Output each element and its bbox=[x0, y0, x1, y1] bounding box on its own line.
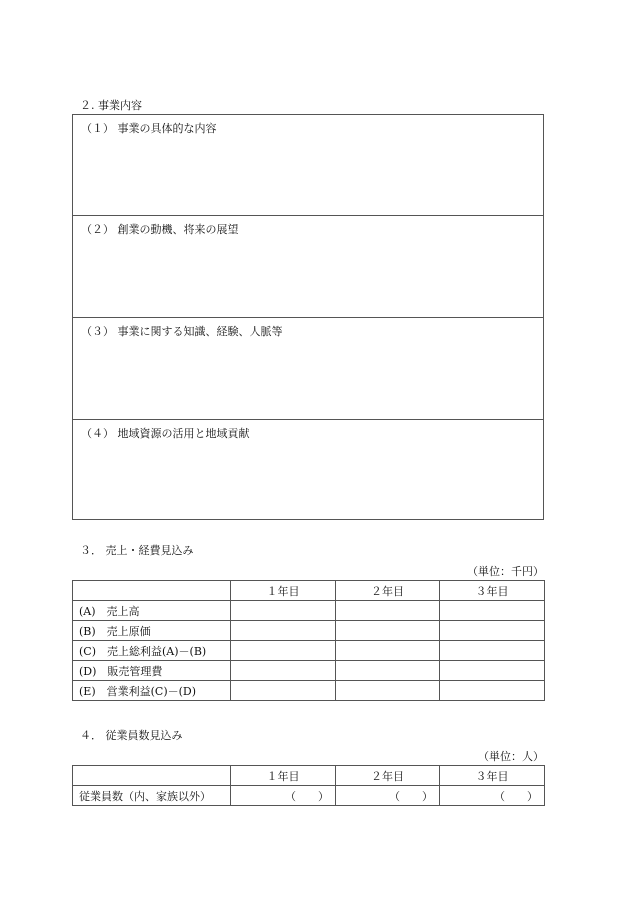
section-label: （２） 創業の動機、将来の展望 bbox=[81, 223, 239, 236]
section-label: （１） 事業の具体的な内容 bbox=[81, 122, 217, 135]
input-cell[interactable] bbox=[231, 786, 336, 806]
column-header: ２年目 bbox=[336, 766, 440, 786]
section3-heading: ３． 売上・経費見込み bbox=[80, 544, 194, 557]
table-row bbox=[73, 641, 545, 661]
family-count-paren: （ ） bbox=[494, 789, 538, 803]
section4-unit: （単位：人） bbox=[478, 750, 544, 763]
input-cell[interactable] bbox=[440, 641, 545, 661]
row-label: (E) 営業利益(C)－(D) bbox=[73, 681, 231, 701]
table-row bbox=[73, 621, 545, 641]
knowledge-section[interactable] bbox=[73, 317, 543, 419]
input-cell[interactable] bbox=[440, 681, 545, 701]
input-cell[interactable] bbox=[336, 681, 440, 701]
input-cell[interactable] bbox=[231, 661, 336, 681]
header-blank-cell bbox=[73, 766, 231, 786]
input-cell[interactable] bbox=[336, 621, 440, 641]
input-cell[interactable] bbox=[440, 601, 545, 621]
section-label: （４） 地域資源の活用と地域貢献 bbox=[81, 427, 250, 440]
input-cell[interactable] bbox=[231, 621, 336, 641]
input-cell[interactable] bbox=[440, 661, 545, 681]
table-row bbox=[73, 661, 545, 681]
motivation-section[interactable] bbox=[73, 215, 543, 317]
table-row bbox=[73, 601, 545, 621]
input-cell[interactable] bbox=[440, 786, 545, 806]
row-label: 従業員数（内、家族以外） bbox=[73, 786, 231, 806]
row-label: (A) 売上高 bbox=[73, 601, 231, 621]
column-header: ３年目 bbox=[440, 581, 545, 601]
family-count-paren: （ ） bbox=[389, 789, 433, 803]
section2-heading: ２. 事業内容 bbox=[80, 99, 142, 112]
input-cell[interactable] bbox=[336, 661, 440, 681]
business-content-box bbox=[72, 114, 544, 520]
employee-table bbox=[72, 765, 545, 806]
column-header: １年目 bbox=[231, 766, 336, 786]
input-cell[interactable] bbox=[336, 601, 440, 621]
column-header: ２年目 bbox=[336, 581, 440, 601]
column-header: ３年目 bbox=[440, 766, 545, 786]
table-row bbox=[73, 681, 545, 701]
input-cell[interactable] bbox=[336, 786, 440, 806]
input-cell[interactable] bbox=[231, 681, 336, 701]
input-cell[interactable] bbox=[231, 641, 336, 661]
section-label: （３） 事業に関する知識、経験、人脈等 bbox=[81, 325, 283, 338]
section3-unit: （単位：千円） bbox=[467, 565, 544, 578]
table-header-row bbox=[73, 766, 545, 786]
regional-section[interactable] bbox=[73, 419, 543, 521]
table-header-row bbox=[73, 581, 545, 601]
row-label: (B) 売上原価 bbox=[73, 621, 231, 641]
row-label: (C) 売上総利益(A)－(B) bbox=[73, 641, 231, 661]
input-cell[interactable] bbox=[336, 641, 440, 661]
section4-heading: ４． 従業員数見込み bbox=[80, 729, 183, 742]
row-label: (D) 販売管理費 bbox=[73, 661, 231, 681]
business-detail-section[interactable] bbox=[73, 115, 543, 215]
family-count-paren: （ ） bbox=[285, 789, 329, 803]
header-blank-cell bbox=[73, 581, 231, 601]
input-cell[interactable] bbox=[231, 601, 336, 621]
table-row bbox=[73, 786, 545, 806]
sales-table bbox=[72, 580, 545, 701]
input-cell[interactable] bbox=[440, 621, 545, 641]
column-header: １年目 bbox=[231, 581, 336, 601]
